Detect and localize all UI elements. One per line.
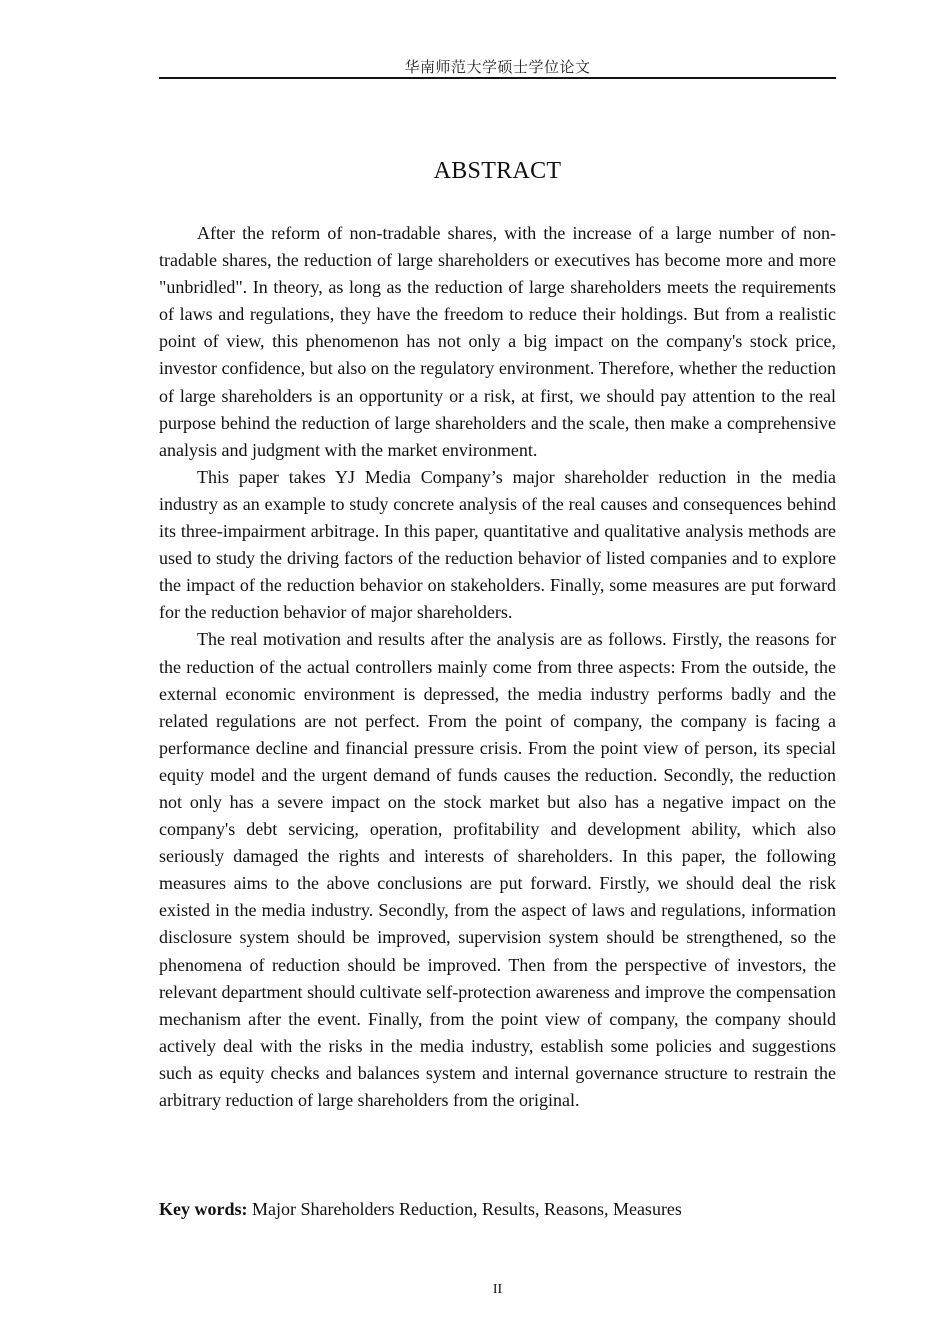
page-number: II [492,1282,503,1297]
keywords-line [159,1196,836,1223]
abstract-body [159,220,836,1114]
running-header: 华南师范大学硕士学位论文 [404,58,591,76]
keywords-label: Key words: [159,1199,248,1219]
header-divider [159,77,836,79]
abstract-title: ABSTRACT [433,158,562,184]
abstract-paragraph-3: The real motivation and results after the analysis are as follows. Firstly, the reasons for the reduction of the actual controllers mainly come from three aspects: From the outside, the external economic environment is depressed, the media industry performs badly and the related regulations are not perfect. From the point of company, the company is facing a performance decline and financial pressure crisis. From the point view of person, its special equity model and the urgent demand of funds causes the reduction. Secondly, the reduction not only has a severe impact on the stock market but also has a negative impact on the company's debt servicing, operation, profitability and development ability, which also seriously damaged the rights and interests of shareholders. In this paper, the following measures aims to the above conclusions are put forward. Firstly, we should deal the risk existed in the media industry. Secondly, from the aspect of laws and regulations, information disclosure system should be improved, supervision system should be strengthened, so the phenomena of reduction should be improved. Then from the perspective of investors, the relevant department should cultivate self-protection awareness and improve the compensation mechanism after the event. Finally, from the point view of company, the company should actively deal with the risks in the media industry, establish some policies and suggestions such as equity checks and balances system and internal governance structure to restrain the arbitrary reduction of large shareholders from the original. [159,629,836,1110]
keywords-value: Major Shareholders Reduction, Results, Reasons, Measures [247,1199,682,1219]
abstract-paragraph-1: After the reform of non-tradable shares, with the increase of a large number of non-tradable shares, the reduction of large shareholders or executives has become more and more "unbridled". In theory, as long as the reduction of large shareholders meets the requirements of laws and regulations, they have the freedom to reduce their holdings. But from a realistic point of view, this phenomenon has not only a big impact on the company's stock price, investor confidence, but also on the regulatory environment. Therefore, whether the reduction of large shareholders is an opportunity or a risk, at first, we should pay attention to the real purpose behind the reduction of large shareholders and the scale, then make a comprehensive analysis and judgment with the market environment. [159,223,836,460]
abstract-paragraph-2: This paper takes YJ Media Company’s major shareholder reduction in the media industry as an example to study concrete analysis of the real causes and consequences behind its three-impairment arbitrage. In this paper, quantitative and qualitative analysis methods are used to study the driving factors of the reduction behavior of listed companies and to explore the impact of the reduction behavior on stakeholders. Finally, some measures are put forward for the reduction behavior of major shareholders. [159,466,836,623]
